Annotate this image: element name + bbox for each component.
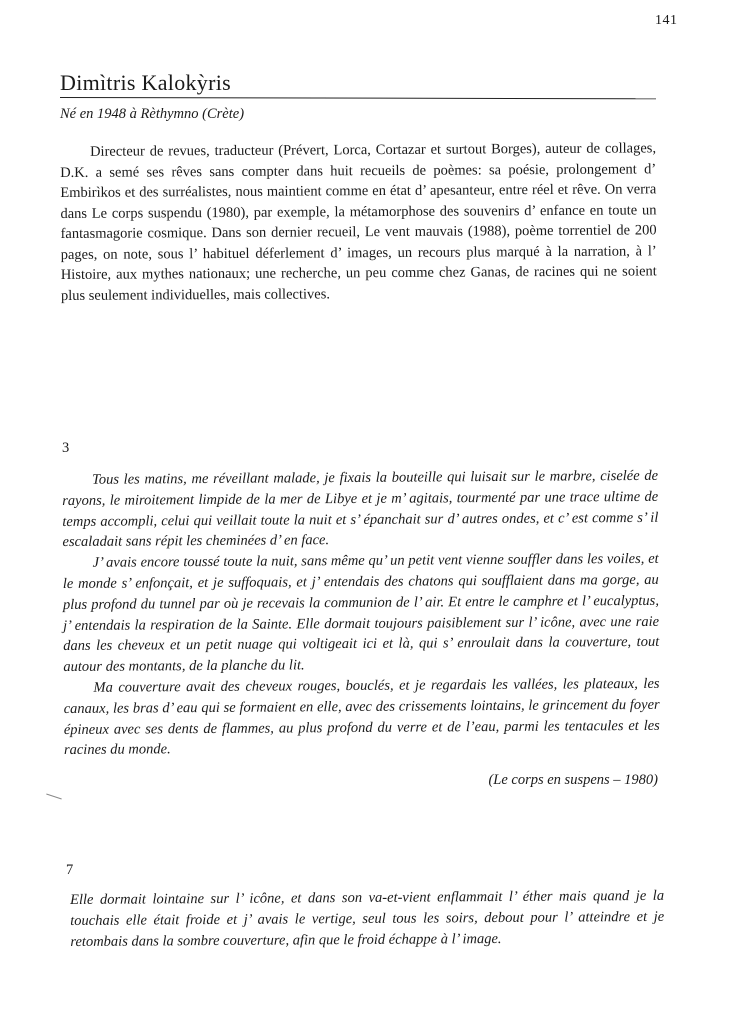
title-rule [60, 97, 656, 99]
poem-7-text [70, 886, 664, 953]
scan-mark [46, 794, 62, 800]
poem-3-paragraph-2: J’ avais encore toussé toute la nuit, sans même qu’ un petit vent vienne souffler dans les voiles, et le monde s’ enfonçait, et je suffoquais, et j’ entendais des chatons qui soufflaient dans ma gorge, au plus profond du tunnel par où je recevais la communion de l’ air. Et entre le camphre et l’ eucalyptus, j’ entendais la respiration de la Sainte. Elle dormait toujours paisiblement sur l’ icône, avec une raie dans les cheveux et un petit nuage qui voltigeait ici et là, qui s’ enroulait dans la couverture, tout autour des montants, de la planche du lit. [62, 551, 660, 676]
biography-paragraph: Directeur de revues, traducteur (Prévert, Lorca, Cortazar et surtout Borges), auteur de collages, D.K. a semé ses rêves sans compter dans huit recueils de poèmes: sa poésie, prolongement d’ Embirìkos et des surréalistes, nous maintient comme en état d’ apesanteur, entre réel et rêve. On verra dans Le corps suspendu (1980), par exemple, la métamorphose des souvenirs d’ enfance en toute un fantasmagorie cosmique. Dans son dernier recueil, Le vent mauvais (1988), poème torrentiel de 200 pages, on note, sous l’ habituel déferlement d’ images, un recours plus marqué à la narration, à l’ Histoire, aux mythes nationaux; une recherche, un peu comme chez Ganas, de racines qui ne soient plus seulement individuelles, mais collectives. [60, 140, 657, 304]
poem-3-text [62, 466, 660, 761]
poem-3-paragraph-1: Tous les matins, me réveillant malade, je fixais la bouteille qui luisait sur le marbre, ciselée de rayons, le miroitement limpide de la mer de Libye et je m’ agitais, tourmenté par une trace ultime de temps accompli, celui qui veillait toute la nuit et s’ épanchait sur d’ autres ondes, et c’ est comme s’ il escaladait sans répit les cheminées d’ en face. [62, 467, 659, 551]
poem-7-paragraph: Elle dormait lointaine sur l’ icône, et dans son va-et-vient enflammait l’ éther mais quand je la touchais elle était froide et j’ avais le vertige, seul tous les soirs, debout pour l’ atteindre et je retombais dans la sombre couverture, afin que le froid échappe à l’ image. [70, 887, 665, 950]
poem-3-paragraph-3: Ma couverture avait des cheveux rouges, bouclés, et je regardais les vallées, les plateaux, les canaux, les bras d’ eau qui se formaient en elle, avec des crissements lointains, le grincement du foyer épineux avec ses dents de flammes, au plus profond du verre et de l’eau, parmi les tentacules et les racines du monde. [63, 675, 660, 759]
poem-7-number: 7 [66, 862, 74, 878]
author-biography [60, 138, 657, 306]
page-number: 141 [655, 13, 678, 28]
author-name: Dimìtris Kalokỳris [60, 70, 232, 95]
poem-3-citation: (Le corps en suspens – 1980) [488, 772, 658, 788]
birth-info: Né en 1948 à Rèthymno (Crète) [60, 106, 245, 122]
poem-3-number: 3 [62, 440, 70, 456]
